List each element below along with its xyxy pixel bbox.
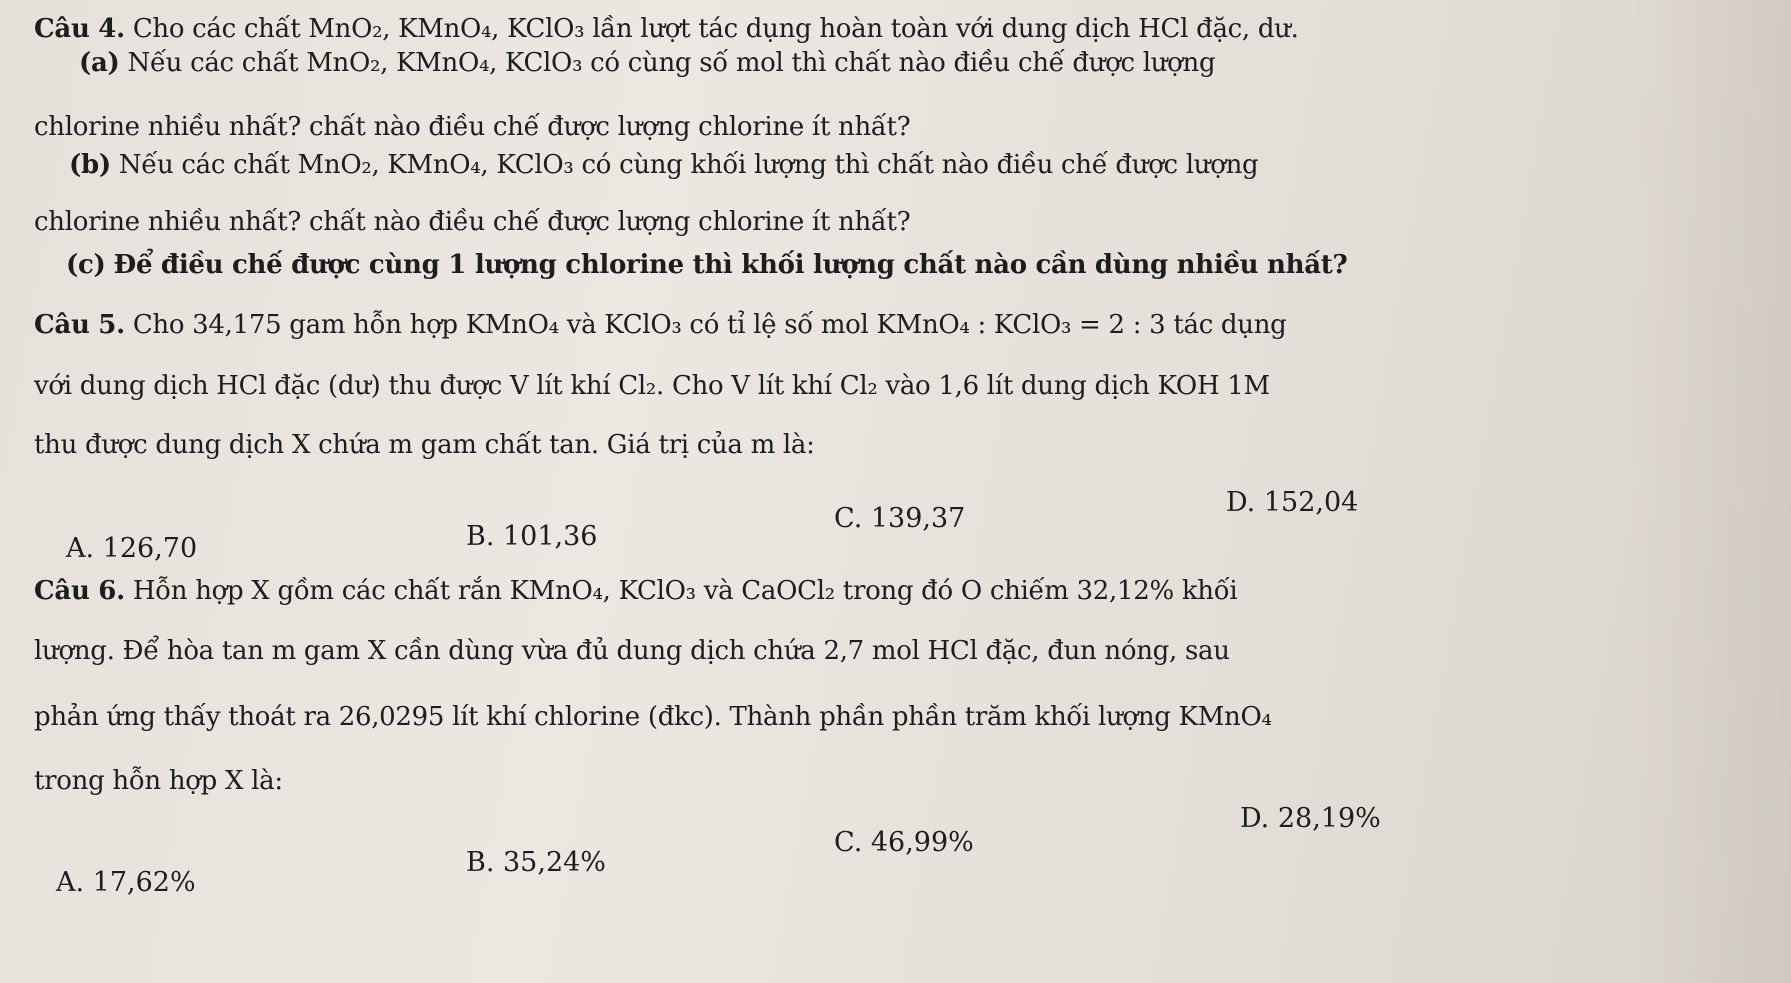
q5-option-c: C. 139,37 (834, 503, 966, 534)
q6-line3: phản ứng thấy thoát ra 26,0295 lít khí chlorine (đkc). Thành phần phần trăm khối lượng KMnO₄ (34, 702, 1272, 732)
q4b-label: (b) (69, 150, 111, 180)
q5-option-d: D. 152,04 (1226, 487, 1359, 518)
q4a-line1 (79, 46, 1215, 80)
q6-option-c: C. 46,99% (834, 827, 974, 858)
q4c-text1: Để điều chế được cùng 1 lượng chlorine thì khối lượng chất nào cần dùng nhiều nhất? (113, 250, 1348, 280)
q5-text1: Cho 34,175 gam hỗn hợp KMnO₄ và KClO₃ có tỉ lệ số mol KMnO₄ : KClO₃ = 2 : 3 tác dụng (132, 310, 1287, 340)
page-edge-shadow (1631, 0, 1791, 983)
q6-label: Câu 6. (34, 576, 125, 606)
q6-line4: trong hỗn hợp X là: (34, 766, 283, 796)
q4-intro: Cho các chất MnO₂, KMnO₄, KClO₃ lần lượt tác dụng hoàn toàn với dung dịch HCl đặc, dư. (132, 14, 1299, 44)
q5-line1 (34, 308, 1287, 342)
q6-text1: Hỗn hợp X gồm các chất rắn KMnO₄, KClO₃ và CaOCl₂ trong đó O chiếm 32,12% khối (132, 576, 1238, 606)
q4b-text1: Nếu các chất MnO₂, KMnO₄, KClO₃ có cùng khối lượng thì chất nào điều chế được lượng (118, 150, 1259, 180)
q5-line3: thu được dung dịch X chứa m gam chất tan. Giá trị của m là: (34, 430, 815, 460)
q4b-line2: chlorine nhiều nhất? chất nào điều chế được lượng chlorine ít nhất? (34, 207, 911, 237)
q6-option-a: A. 17,62% (56, 867, 196, 898)
q4c-line1 (66, 248, 1347, 282)
q4a-text1: Nếu các chất MnO₂, KMnO₄, KClO₃ có cùng số mol thì chất nào điều chế được lượng (127, 48, 1216, 78)
q6-option-d: D. 28,19% (1240, 803, 1381, 834)
q4b-line1 (69, 148, 1258, 182)
q6-line1 (34, 574, 1237, 608)
q6-option-b: B. 35,24% (466, 847, 606, 878)
q4c-label: (c) (66, 250, 106, 280)
q5-option-a: A. 126,70 (66, 533, 198, 564)
q6-line2: lượng. Để hòa tan m gam X cần dùng vừa đủ dung dịch chứa 2,7 mol HCl đặc, đun nóng, sau (34, 636, 1230, 666)
q5-label: Câu 5. (34, 310, 125, 340)
q4a-line2: chlorine nhiều nhất? chất nào điều chế được lượng chlorine ít nhất? (34, 112, 911, 142)
q4a-label: (a) (79, 48, 120, 78)
q5-option-b: B. 101,36 (466, 521, 598, 552)
q5-line2: với dung dịch HCl đặc (dư) thu được V lít khí Cl₂. Cho V lít khí Cl₂ vào 1,6 lít dung dịch KOH 1M (34, 371, 1270, 401)
q4-intro-line (34, 12, 1299, 46)
q4-label: Câu 4. (34, 14, 125, 44)
